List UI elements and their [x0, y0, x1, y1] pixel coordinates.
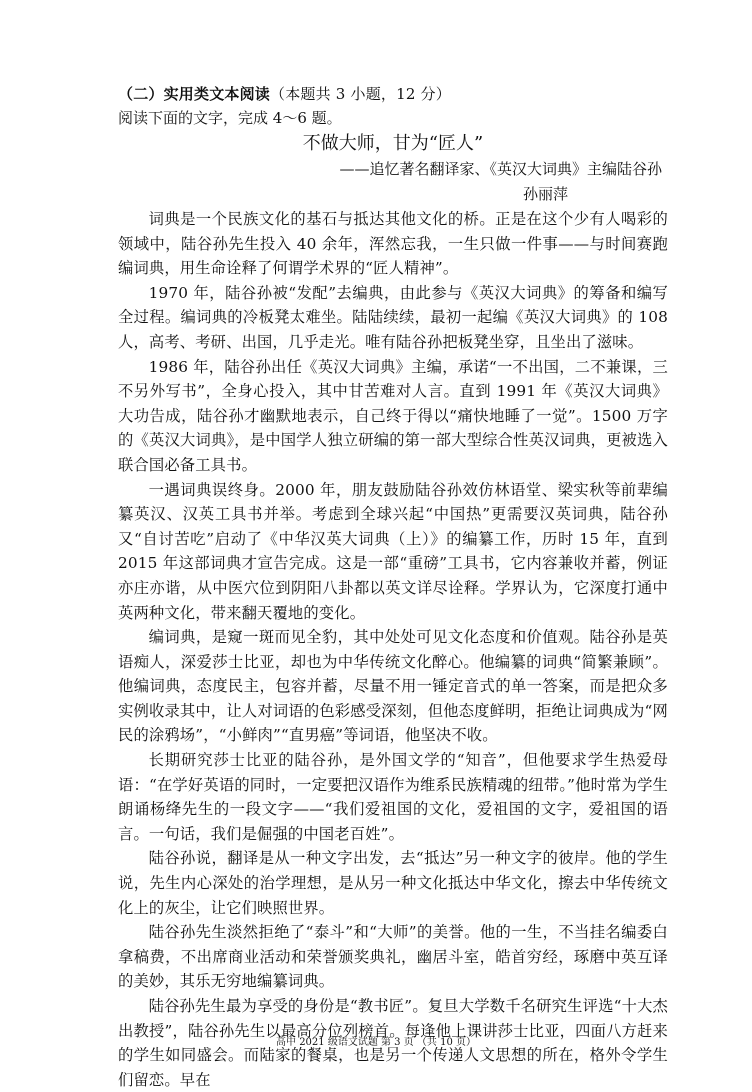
section-label: （二）实用类文本阅读 [118, 85, 271, 103]
paragraph: 陆谷孙先生淡然拒绝了“泰斗”和“大师”的美誉。他的一生，不当挂名编委白拿稿费，不出席商业活动和荣誉颁奖典礼，幽居斗室，皓首穷经，琢磨中英互译的美妙，其乐无穷地编纂词典。 [118, 923, 668, 991]
paragraph: 一遇词典误终身。2000 年，朋友鼓励陆谷孙效仿林语堂、梁实秋等前辈编纂英汉、汉英工具书并举。考虑到全球兴起“中国热”更需要汉英词典，陆谷孙又“自讨苦吃”启动了《中华汉英大词典（上）》的编纂工作，历时 15 年，直到 2015 年这部词典才宣告完成。这是一部“重磅”工具书，它内容兼收并蓄，例证亦庄亦谐，从中医穴位到阴阳八卦都以英文详尽诠释。学界认为，它深度打通中英两种文化，带来翻天覆地的变化。 [118, 480, 668, 622]
reading-section [118, 82, 668, 1092]
article-author: 孙丽萍 [522, 185, 568, 203]
section-meta: （本题共 3 小题，12 分） [270, 85, 451, 103]
paragraph: 陆谷孙先生最为享受的身份是“教书匠”。复旦大学数千名研究生评选“十大杰出教授”，陆谷孙先生以最高分位列榜首。每逢他上课讲莎士比亚，四面八方赶来的学生如同盛会。而陆家的餐桌，也是另一个传递人文思想的所在，格外令学生们留恋。早在 [118, 997, 668, 1089]
section-heading [118, 82, 668, 106]
article-subtitle: ——追忆著名翻译家、《英汉大词典》主编陆谷孙 [339, 160, 662, 178]
paragraph: 长期研究莎士比亚的陆谷孙，是外国文学的“知音”，但他要求学生热爱母语：“在学好英语的同时，一定要把汉语作为维系民族精魂的纽带。”他时常为学生朗诵杨绛先生的一段文字——“我们爱祖国的文化，爱祖国的文字，爱祖国的语言。一句话，我们是倔强的中国老百姓”。 [118, 751, 668, 843]
paragraph: 词典是一个民族文化的基石与抵达其他文化的桥。正是在这个少有人喝彩的领域中，陆谷孙先生投入 40 余年，浑然忘我，一生只做一件事——与时间赛跑编词典，用生命诠释了何谓学术界的“匠人精神”。 [118, 210, 668, 278]
reading-instruction: 阅读下面的文字，完成 4～6 题。 [118, 109, 342, 127]
paragraph: 1986 年，陆谷孙出任《英汉大词典》主编，承诺“一不出国，二不兼课，三不另外写书”，全身心投入，其中甘苦难对人言。直到 1991 年《英汉大词典》大功告成，陆谷孙才幽默地表示，自己终于得以“痛快地睡了一觉”。1500 万字的《英汉大词典》，是中国学人独立研编的第一部大型综合性英汉词典，更被选入联合国必备工具书。 [118, 357, 668, 474]
paragraph: 1970 年，陆谷孙被“发配”去编典，由此参与《英汉大词典》的筹备和编写全过程。编词典的冷板凳太难坐。陆陆续续，最初一起编《英汉大词典》的 108 人，高考、考研、出国，几乎走光。唯有陆谷孙把板凳坐穿，且坐出了滋味。 [118, 283, 668, 351]
page-footer: 高中 2021 级语文试题 第 3 页 （共 10 页） [276, 1037, 476, 1048]
paragraph: 编词典，是窥一斑而见全豹，其中处处可见文化态度和价值观。陆谷孙是英语痴人，深爱莎士比亚，却也为中华传统文化醉心。他编纂的词典“简繁兼顾”。他编词典，态度民主，包容并蓄，尽量不用一锤定音式的单一答案，而是把众多实例收录其中，让人对词语的色彩感受深刻，但他态度鲜明，拒绝让词典成为“网民的涂鸦场”，“小鲜肉”“直男癌”等词语，他坚决不收。 [118, 628, 668, 745]
article-title: 不做大师，甘为“匠人” [302, 133, 484, 154]
article-body [118, 207, 668, 1092]
paragraph: 陆谷孙说，翻译是从一种文字出发，去“抵达”另一种文字的彼岸。他的学生说，先生内心深处的治学理想，是从另一种文化抵达中华文化，擦去中华传统文化上的灰尘，让它们映照世界。 [118, 849, 668, 917]
